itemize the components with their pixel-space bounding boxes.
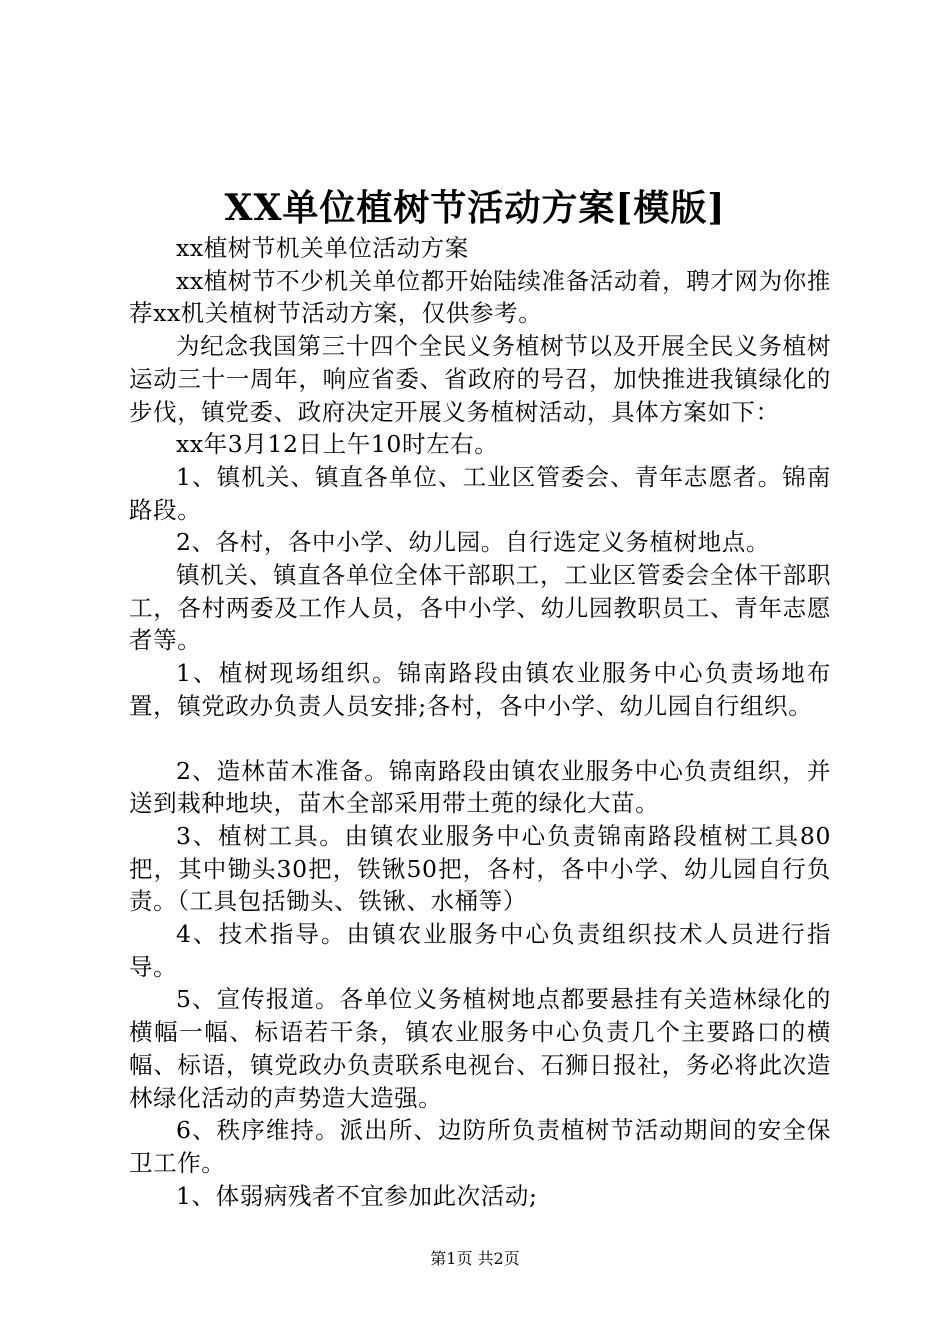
paragraph: 5、宣传报道。各单位义务植树地点都要悬挂有关造林绿化的横幅一幅、标语若干条，镇农业服务中心负责几个主要路口的横幅、标语，镇党政办负责联系电视台、石狮日报社，务必将此次造林绿化活动的声势造大造强。 <box>129 985 831 1112</box>
page-footer: 第1页 共2页 <box>430 1249 520 1268</box>
paragraph: xx年3月12日上午10时左右。 <box>176 430 499 459</box>
paragraph: 1、植树现场组织。锦南路段由镇农业服务中心负责场地布置，镇党政办负责人员安排;各村，各中小学、幼儿园自行组织。 <box>129 659 831 720</box>
paragraph: 为纪念我国第三十四个全民义务植树节以及开展全民义务植树运动三十一周年，响应省委、省政府的号召，加快推进我镇绿化的步伐，镇党委、政府决定开展义务植树活动，具体方案如下： <box>129 332 831 426</box>
document-body <box>129 232 831 1212</box>
paragraph: 2、各村，各中小学、幼儿园。自行选定义务植树地点。 <box>176 528 770 557</box>
paragraph: xx植树节机关单位活动方案 <box>176 234 469 262</box>
paragraph: 4、技术指导。由镇农业服务中心负责组织技术人员进行指导。 <box>129 920 831 981</box>
paragraph: 镇机关、镇直各单位全体干部职工，工业区管委会全体干部职工，各村两委及工作人员，各中小学、幼儿园教职员工、青年志愿者等。 <box>129 561 831 655</box>
paragraph: 2、造林苗木准备。锦南路段由镇农业服务中心负责组织，并送到栽种地块，苗木全部采用带土蔸的绿化大苗。 <box>129 756 831 818</box>
document-title: XX单位植树节活动方案[模版] <box>224 187 726 229</box>
paragraph: 1、体弱病残者不宜参加此次活动; <box>176 1181 538 1210</box>
paragraph: 6、秩序维持。派出所、边防所负责植树节活动期间的安全保卫工作。 <box>129 1116 831 1177</box>
paragraph: 1、镇机关、镇直各单位、工业区管委会、青年志愿者。锦南路段。 <box>129 462 831 524</box>
paragraph: xx植树节不少机关单位都开始陆续准备活动着，聘才网为你推荐xx机关植树节活动方案，仅供参考。 <box>129 266 831 328</box>
paragraph: 3、植树工具。由镇农业服务中心负责锦南路段植树工具80把，其中锄头30把，铁锹50把，各村，各中小学、幼儿园自行负责。（工具包括锄头、铁锹、水桶等） <box>129 821 831 916</box>
